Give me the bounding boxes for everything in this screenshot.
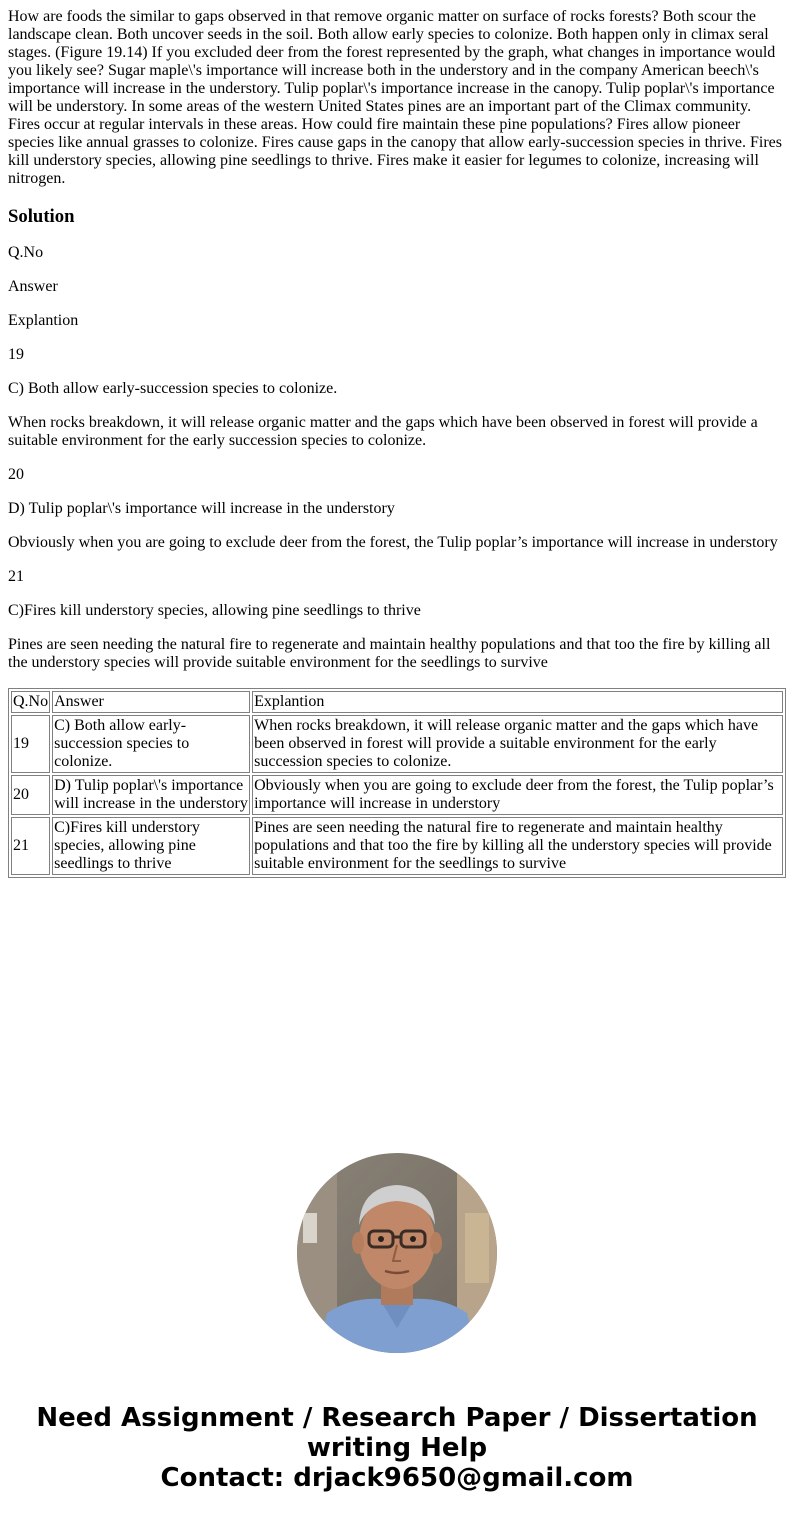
document-content (8, 8, 786, 878)
table-cell-explanation: When rocks breakdown, it will release organic matter and the gaps which have been observed in forest will provide a suitable environment for the early succession species to colonize. (252, 715, 783, 773)
table-header-qno: Q.No (11, 691, 50, 713)
table-row (11, 715, 783, 773)
explanation-header-text: Explantion (8, 312, 79, 329)
solution-list (8, 244, 786, 672)
solution-qno: 20 (8, 466, 24, 483)
solution-explanation: Obviously when you are going to exclude deer from the forest, the Tulip poplar’s importance will increase in understory (8, 534, 778, 551)
footer-help-text: Need Assignment / Research Paper / Dissertation writing Help (36, 1403, 758, 1463)
solution-qno: 19 (8, 346, 24, 363)
answer-table (8, 688, 786, 878)
table-cell-answer: C) Both allow early-succession species to colonize. (52, 715, 250, 773)
table-cell-explanation: Obviously when you are going to exclude deer from the forest, the Tulip poplar’s importance will increase in understory (252, 775, 783, 815)
footer-contact-text: Contact: drjack9650@gmail.com (160, 1463, 634, 1493)
table-row (11, 775, 783, 815)
table-row (11, 817, 783, 875)
table-cell-answer: D) Tulip poplar\'s importance will increase in the understory (52, 775, 250, 815)
solution-explanation: Pines are seen needing the natural fire to regenerate and maintain healthy populations and that too the fire by killing all the understory species will provide suitable environment for the seedlings to survive (8, 636, 771, 671)
footer-banner (0, 1403, 794, 1493)
table-cell-answer: C)Fires kill understory species, allowing pine seedlings to thrive (52, 817, 250, 875)
table-header-explanation: Explantion (252, 691, 783, 713)
solution-answer: D) Tulip poplar\'s importance will increase in the understory (8, 500, 395, 517)
table-cell-qno: 20 (11, 775, 50, 815)
table-cell-qno: 21 (11, 817, 50, 875)
qno-header-text: Q.No (8, 244, 44, 261)
question-text: How are foods the similar to gaps observed in that remove organic matter on surface of rocks forests? Both scour the landscape clean. Both uncover seeds in the soil. Both allow early species to colonize. Both happen only in climax seral stages. (Figure 19.14) If you excluded deer from the forest represented by the graph, what changes in importance would you likely see? Sugar maple\'s importance will increase both in the understory and in the company American beech\'s importance will increase in the understory. Tulip poplar\'s importance increase in the canopy. Tulip poplar\'s importance will be understory. In some areas of the western United States pines are an important part of the Climax community. Fires occur at regular intervals in these areas. How could fire maintain these pine populations? Fires allow pioneer species like annual grasses to colonize. Fires cause gaps in the canopy that allow early-succession species in thrive. Fires kill understory species, allowing pine seedlings to thrive. Fires make it easier for legumes to colonize, increasing will nitrogen. (8, 8, 782, 187)
person-portrait-image (297, 1153, 497, 1353)
answer-header-text: Answer (8, 278, 58, 295)
solution-answer: C) Both allow early-succession species to colonize. (8, 380, 338, 397)
table-header-answer: Answer (52, 691, 250, 713)
solution-heading: Solution (8, 206, 75, 227)
solution-explanation: When rocks breakdown, it will release organic matter and the gaps which have been observed in forest will provide a suitable environment for the early succession species to colonize. (8, 414, 758, 449)
avatar (297, 1153, 497, 1353)
solution-answer: C)Fires kill understory species, allowing pine seedlings to thrive (8, 602, 421, 619)
table-header-row (11, 691, 783, 713)
solution-qno: 21 (8, 568, 24, 585)
table-cell-explanation: Pines are seen needing the natural fire to regenerate and maintain healthy populations and that too the fire by killing all the understory species will provide suitable environment for the seedlings to survive (252, 817, 783, 875)
table-cell-qno: 19 (11, 715, 50, 773)
